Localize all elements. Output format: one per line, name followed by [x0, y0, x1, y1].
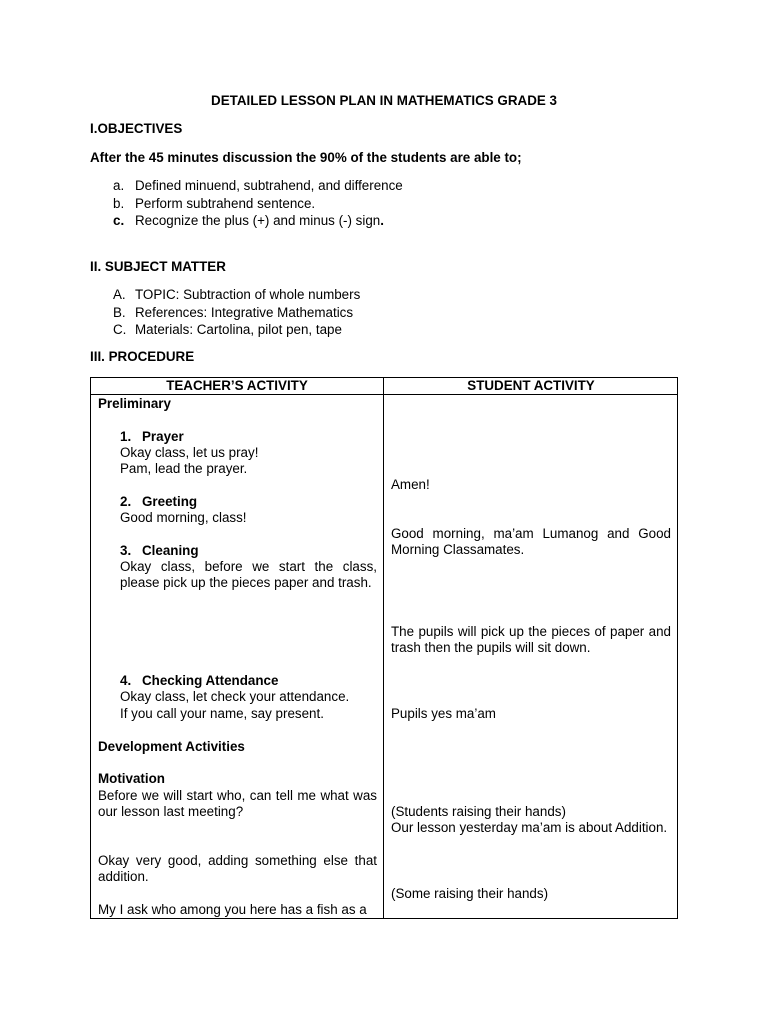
greeting-heading: 2. Greeting — [120, 494, 198, 509]
development-heading: Development Activities — [98, 739, 245, 754]
student-attendance: Pupils yes ma’am — [391, 706, 496, 721]
objectives-intro: After the 45 minutes discussion the 90% of the students are able to; — [90, 150, 522, 165]
column-divider — [383, 378, 384, 918]
student-some-raise: (Some raising their hands) — [391, 886, 549, 901]
list-item: A. TOPIC: Subtraction of whole numbers — [113, 287, 361, 302]
header-divider — [91, 394, 677, 395]
motivation-heading: Motivation — [98, 771, 165, 786]
objectives-heading: I.OBJECTIVES — [90, 121, 183, 136]
attendance-line-2: If you call your name, say present. — [120, 706, 324, 721]
subject-matter-heading: II. SUBJECT MATTER — [90, 259, 226, 274]
list-item: C. Materials: Cartolina, pilot pen, tape — [113, 322, 342, 337]
prayer-line-2: Pam, lead the prayer. — [120, 461, 248, 476]
fish-question: My I ask who among you here has a fish as a — [98, 902, 367, 917]
okay-good-text: Okay very good, adding something else that addition. — [98, 853, 377, 885]
list-item: b. Perform subtrahend sentence. — [113, 195, 316, 211]
prayer-line-1: Okay class, let us pray! — [120, 445, 259, 460]
cleaning-heading: 3. Cleaning — [120, 543, 199, 558]
preliminary-heading: Preliminary — [98, 396, 171, 411]
motivation-question: Before we will start who, can tell me what was our lesson last meeting? — [98, 788, 377, 820]
attendance-line-1: Okay class, let check your attendance. — [120, 689, 350, 704]
student-raise: (Students raising their hands) — [391, 804, 566, 819]
subject-matter-list — [113, 286, 360, 339]
student-lesson: Our lesson yesterday ma’am is about Addition. — [391, 820, 668, 835]
attendance-heading: 4. Checking Attendance — [120, 673, 279, 688]
cleaning-text: Okay class, before we start the class, please pick up the pieces paper and trash. — [120, 559, 377, 591]
student-greeting: Good morning, ma’am Lumanog and Good Morning Classamates. — [391, 526, 671, 558]
student-amen: Amen! — [391, 477, 430, 492]
student-cleaning: The pupils will pick up the pieces of paper and trash then the pupils will sit down. — [391, 624, 671, 656]
procedure-heading: III. PROCEDURE — [90, 349, 195, 364]
greeting-line-1: Good morning, class! — [120, 510, 247, 525]
procedure-table — [90, 377, 678, 919]
list-item: a. Defined minuend, subtrahend, and difference — [113, 178, 403, 193]
prayer-heading: 1. Prayer — [120, 429, 184, 444]
objectives-list — [113, 177, 403, 230]
list-item: B. References: Integrative Mathematics — [113, 304, 354, 320]
document-title: DETAILED LESSON PLAN IN MATHEMATICS GRADE 3 — [211, 93, 557, 108]
list-item: c. Recognize the plus (+) and minus (-) sign. — [113, 213, 384, 228]
student-column-header: STUDENT ACTIVITY — [467, 378, 595, 393]
teacher-column-header: TEACHER’S ACTIVITY — [166, 378, 308, 393]
